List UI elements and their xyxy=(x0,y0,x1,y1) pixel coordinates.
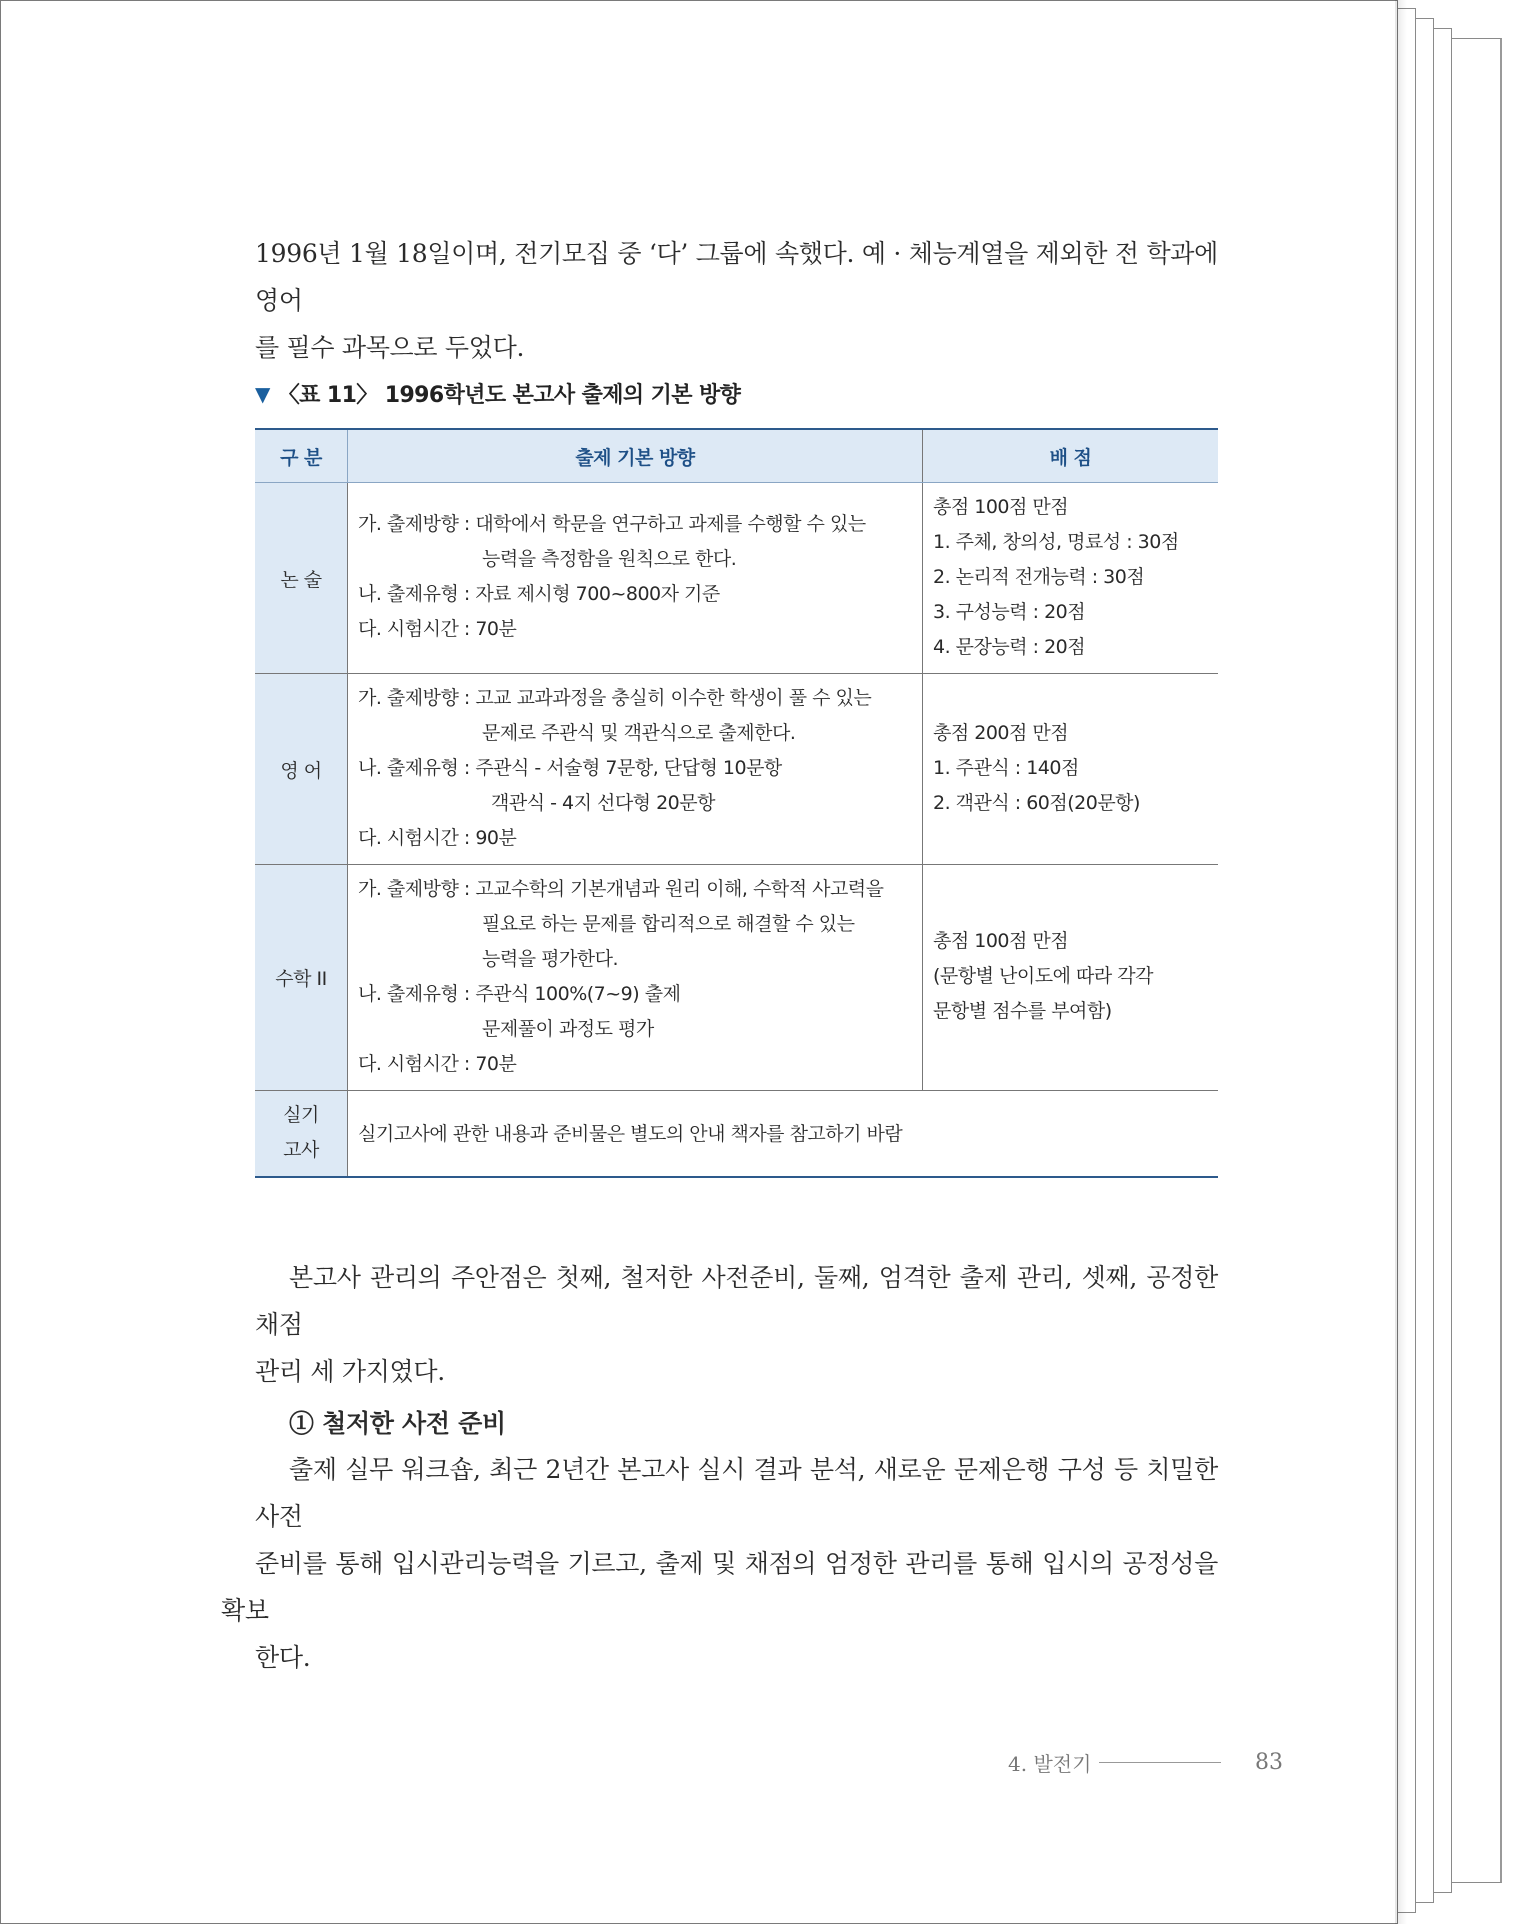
direction-line: 다. 시험시간 : 70분 xyxy=(358,1052,517,1075)
page-footer xyxy=(1008,1744,1283,1780)
row-direction xyxy=(348,483,923,674)
row-direction xyxy=(348,865,923,1091)
page-number: 83 xyxy=(1255,1749,1283,1775)
row-direction xyxy=(348,674,923,865)
direction-line: 나. 출제유형 : 주관식 - 서술형 7문항, 단답형 10문항 xyxy=(358,756,782,779)
direction-line: 객관식 - 4지 선다형 20문항 xyxy=(491,791,715,814)
page-edge xyxy=(1448,38,1502,1883)
category-line: 고사 xyxy=(283,1139,319,1162)
score-line: 총점 100점 만점 xyxy=(933,930,1069,952)
direction-line: 필요로 하는 문제를 합리적으로 해결할 수 있는 xyxy=(482,912,855,935)
footer-rule xyxy=(1099,1762,1221,1763)
table-row xyxy=(255,865,1218,1091)
category-line: 실기 xyxy=(283,1104,319,1127)
direction-line: 능력을 측정함을 원칙으로 한다. xyxy=(482,548,737,570)
score-line: 1. 주관식 : 140점 xyxy=(933,756,1079,779)
table-header-row xyxy=(255,429,1218,483)
row-category: 영 어 xyxy=(255,674,348,865)
direction-line: 나. 출제유형 : 자료 제시형 700~800자 기준 xyxy=(358,583,720,605)
row-category: 논 술 xyxy=(255,483,348,674)
paragraph-line: 관리 세 가지였다. xyxy=(255,1357,445,1386)
direction-line: 다. 시험시간 : 90분 xyxy=(358,826,517,849)
paragraph-line: 한다. xyxy=(255,1643,311,1672)
header-category: 구 분 xyxy=(255,429,348,483)
intro-paragraph xyxy=(255,230,1218,371)
table-caption xyxy=(255,378,740,409)
score-line: 4. 문장능력 : 20점 xyxy=(933,635,1086,658)
direction-line: 가. 출제방향 : 고교 교과과정을 충실히 이수한 학생이 풀 수 있는 xyxy=(358,686,872,709)
table-row xyxy=(255,483,1218,674)
table-row xyxy=(255,674,1218,865)
score-line: 2. 객관식 : 60점(20문항) xyxy=(933,791,1140,814)
row-note: 실기고사에 관한 내용과 준비물은 별도의 안내 책자를 참고하기 바람 xyxy=(348,1091,1219,1177)
row-category: 수학 II xyxy=(255,865,348,1091)
section-heading: ① 철저한 사전 준비 xyxy=(289,1409,506,1438)
direction-line: 능력을 평가한다. xyxy=(482,947,619,970)
intro-line: 를 필수 과목으로 두었다. xyxy=(255,333,525,362)
intro-line: 1996년 1월 18일이며, 전기모집 중 ‘다’ 그룹에 속했다. 예 · 체능계열을 제외한 전 학과에 영어 xyxy=(255,239,1218,315)
score-line: 1. 주체, 창의성, 명료성 : 30점 xyxy=(933,530,1179,553)
triangle-down-icon: ▼ xyxy=(255,381,270,406)
row-score xyxy=(923,674,1219,865)
chapter-label: 4. 발전기 xyxy=(1008,1751,1092,1776)
score-line: 총점 100점 만점 xyxy=(933,495,1069,518)
header-direction: 출제 기본 방향 xyxy=(348,429,923,483)
row-score xyxy=(923,483,1219,674)
header-score: 배 점 xyxy=(923,429,1219,483)
page-shadow xyxy=(1395,0,1407,1924)
direction-line: 문제로 주관식 및 객관식으로 출제한다. xyxy=(482,721,796,744)
row-score xyxy=(923,865,1219,1091)
direction-line: 가. 출제방향 : 대학에서 학문을 연구하고 과제를 수행할 수 있는 xyxy=(358,513,866,535)
paragraph-line: 본고사 관리의 주안점은 첫째, 철저한 사전준비, 둘째, 엄격한 출제 관리, 셋째, 공정한 채점 xyxy=(255,1263,1218,1339)
table-row xyxy=(255,1091,1218,1177)
direction-line: 나. 출제유형 : 주관식 100%(7~9) 출제 xyxy=(358,982,681,1005)
score-line: 문항별 점수를 부여함) xyxy=(933,1000,1112,1022)
direction-line: 가. 출제방향 : 고교수학의 기본개념과 원리 이해, 수학적 사고력을 xyxy=(358,877,884,900)
paragraph-line: 준비를 통해 입시관리능력을 기르고, 출제 및 채점의 엄정한 관리를 통해 입시의 공정성을 확보 xyxy=(221,1549,1218,1625)
direction-line: 문제풀이 과정도 평가 xyxy=(482,1017,654,1040)
score-line: (문항별 난이도에 따라 각각 xyxy=(933,965,1153,987)
score-line: 2. 논리적 전개능력 : 30점 xyxy=(933,565,1145,588)
row-category xyxy=(255,1091,348,1177)
score-line: 총점 200점 만점 xyxy=(933,721,1069,744)
section-paragraph xyxy=(221,1446,1218,1681)
exam-direction-table xyxy=(255,428,1218,1178)
management-paragraph xyxy=(255,1254,1218,1395)
paragraph-line: 출제 실무 워크숍, 최근 2년간 본고사 실시 결과 분석, 새로운 문제은행 구성 등 치밀한 사전 xyxy=(255,1455,1218,1531)
direction-line: 다. 시험시간 : 70분 xyxy=(358,618,517,640)
table-caption-text: 〈표 11〉 1996학년도 본고사 출제의 기본 방향 xyxy=(277,383,741,408)
score-line: 3. 구성능력 : 20점 xyxy=(933,600,1086,623)
